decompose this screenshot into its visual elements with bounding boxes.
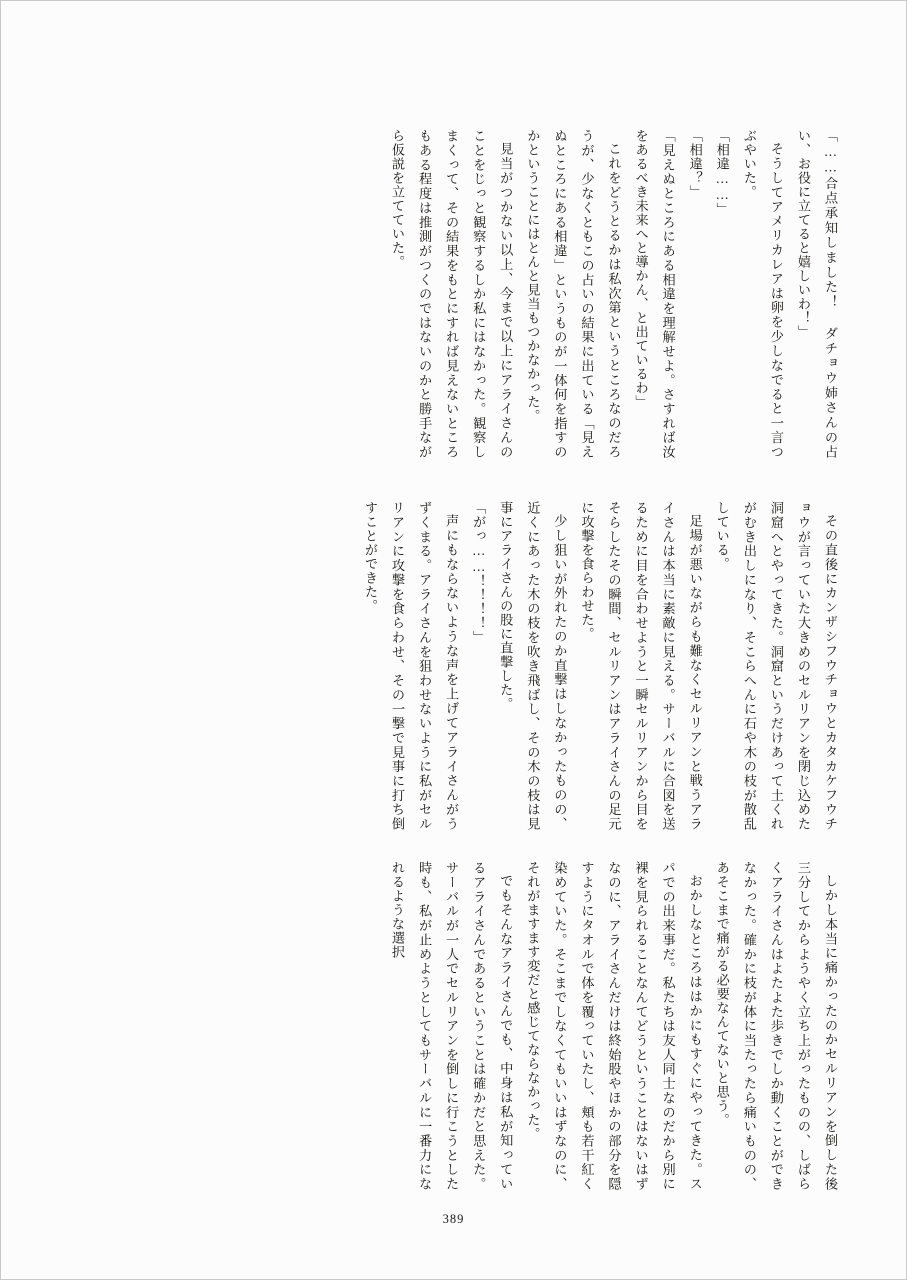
page-number: 389 xyxy=(442,1212,465,1226)
paragraph: でもそんなアライさんでも、中身は私が知っているアライさんであるということは確かだと思えた。サーバルが一人でセルリアンを倒しに行こうとした時も、私が止めようとしてもサーバルに一番力になれるような選択 xyxy=(390,861,514,1191)
paragraph: 「がっ……！！！！」 xyxy=(471,501,487,645)
paragraph: 少し狙いが外れたのか直撃はしなかったものの、近くにあった木の枝を吹き飛ばし、その木の枝は見事にアライさんの股に直撃した。 xyxy=(498,501,568,831)
paragraph: おかしなところははかにもすぐにやってきた。スパでの出来事だ。私たちは友人同士なのだから別に裸を見られることなんてどうということはないはずなのに、アライさんだけは終始股やほかの部分を隠すようにタオルで体を覆っていたし、頬も若干紅く染めていた。そこまでしなくてもいいはずなのに、それがますます変だと感じてならなかった。 xyxy=(525,861,703,1191)
paragraph: 見当がつかない以上、今まで以上にアライさんのことをじっと観察するしか私にはなかった。観察しまくって、その結果をもとにすれば見えないところもある程度は推測がつくのではないのかと勝手ながら仮説を立てていた。 xyxy=(390,129,514,459)
paragraph: 足場が悪いながらも難なくセルリアンと戦うアライさんは本当に素敵に見える。サーバルに合図を送るために目を合わせようと一瞬セルリアンから目をそらしたその瞬間、セルリアンはアライさんの足元に攻撃を食らわせた。 xyxy=(579,501,703,831)
paragraph: 「相違……」 xyxy=(714,129,730,217)
paragraph: そうしてアメリカレアは卵を少しなでると一言つぶやいた。 xyxy=(741,129,784,459)
text-block-middle xyxy=(164,501,844,831)
paragraph: 声にもならないような声を上げてアライさんがうずくまる。アライさんを狙わせないように私がセルリアンに攻撃を食らわせ、その一撃で見事に打ち倒すことができた。 xyxy=(362,501,460,831)
text-block-bottom xyxy=(164,861,844,1191)
text-block-top xyxy=(164,129,844,459)
paragraph: 「……合点承知しました！ ダチョウ姉さんの占い、お役に立てると嬉しいわ！」 xyxy=(795,129,838,459)
paragraph: しかし本当に痛かったのかセルリアンを倒した後三分してからようやく立ち上がったものの、しばらくアライさんはよたよた歩きでしか動くことができなかった。確かに枝が体に当たったら痛いものの、あそこまで痛がる必要なんてないと思う。 xyxy=(714,861,838,1191)
paragraph: その直後にカンザシフウチョウとカタカケフウチョウが言っていた大きめのセルリアンを閉じ込めた洞窟へとやってきた。洞窟というだけあって土くれがむき出しになり、そこらへんに石や木の枝が散乱している。 xyxy=(714,501,838,831)
paragraph: これをどうとるかは私次第というところなのだろうが、少なくともこの占いの結果に出ている「見えぬところにある相違」というものが一体何を指すのかということにはとんと見当もつかなかった。 xyxy=(525,129,622,459)
paragraph: 「見えぬところにある相違を理解せよ。さすれば汝をあるべき未来へと導かん、と出ているわ」 xyxy=(633,129,676,459)
paragraph: 「相違？」 xyxy=(687,129,703,199)
